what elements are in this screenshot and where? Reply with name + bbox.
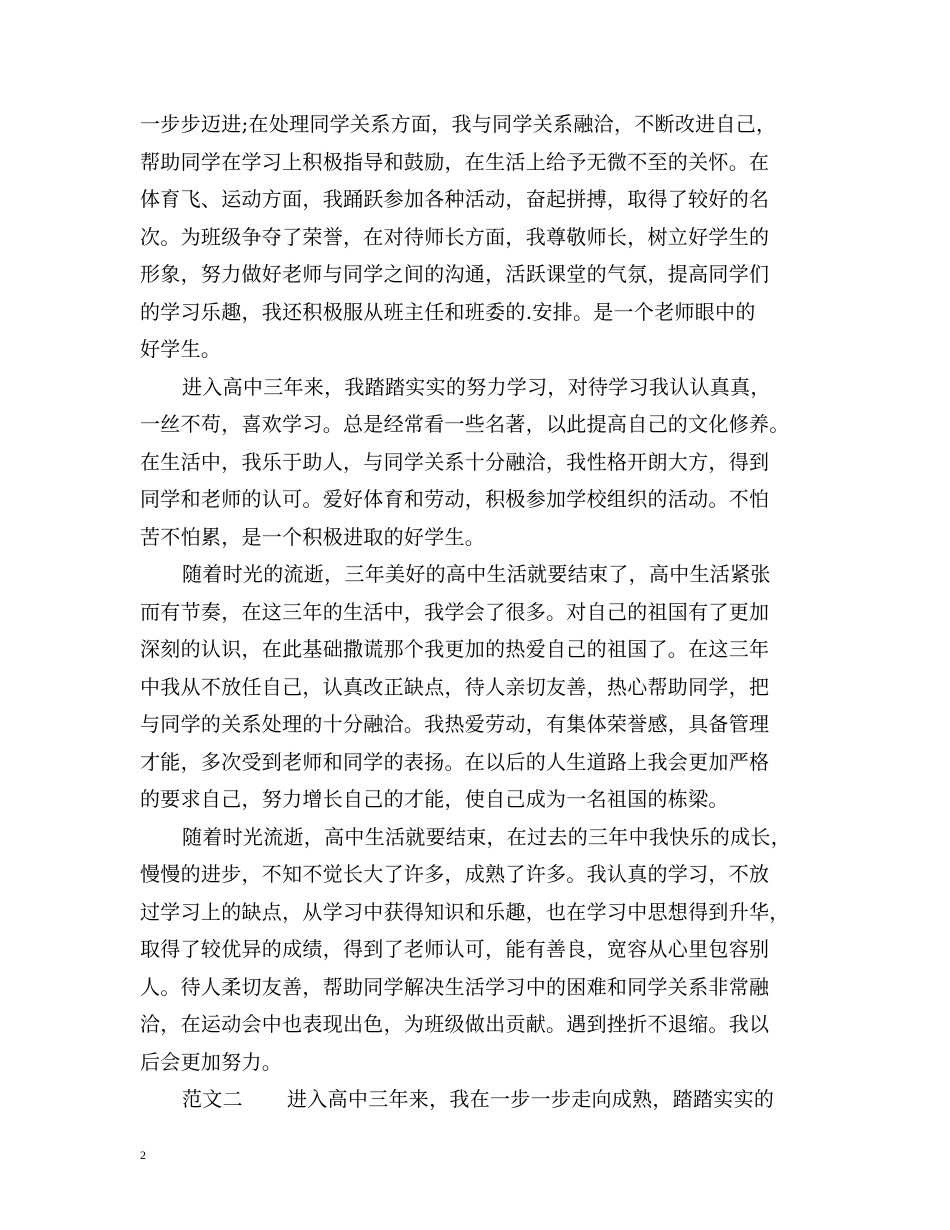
text-line: 好学生。 — [140, 337, 222, 361]
text-line: 一步步迈进;在处理同学关系方面，我与同学关系融洽，不断改进自己， — [140, 112, 777, 136]
body-text — [140, 106, 820, 1119]
text-line: 的要求自己，努力增长自己的才能，使自己成为一名祖国的栋梁。 — [140, 787, 729, 811]
text-line: 体育飞、运动方面，我踊跃参加各种活动，奋起拼搏，取得了较好的名 — [140, 187, 770, 211]
text-line: 过学习上的缺点，从学习中获得知识和乐趣，也在学习中思想得到升华， — [140, 899, 790, 924]
text-line: 中我从不放任自己，认真改正缺点，待人亲切友善，热心帮助同学，把 — [140, 674, 770, 699]
text-line: 慢慢的进步，不知不觉长大了许多，成熟了许多。我认真的学习，不放 — [140, 862, 770, 886]
text-line: 与同学的关系处理的十分融洽。我热爱劳动，有集体荣誉感，具备管理 — [140, 712, 770, 736]
text-line: 一丝不苟，喜欢学习。总是经常看一些名著，以此提高自己的文化修养。 — [140, 412, 790, 436]
page-number: 2 — [140, 1148, 146, 1162]
text-line: 人。待人柔切友善，帮助同学解决生活学习中的困难和同学关系非常融 — [140, 974, 770, 999]
text-line: 而有节奏，在这三年的生活中，我学会了很多。对自己的祖国有了更加 — [140, 599, 770, 624]
sample-essay-line — [140, 1081, 820, 1119]
text-line: 的学习乐趣，我还积极服从班主任和班委的.安排。是一个老师眼中的 — [140, 299, 756, 324]
paragraph-first-line: 随着时光的流逝，三年美好的高中生活就要结束了，高中生活紧张 — [182, 562, 771, 586]
text-line: 深刻的认识，在此基础撒谎那个我更加的热爱自己的祖国了。在这三年 — [140, 637, 770, 661]
text-line: 后会更加努力。 — [140, 1049, 283, 1074]
text-line: 苦不怕累，是一个积极进取的好学生。 — [140, 524, 486, 549]
text-line: 同学和老师的认可。爱好体育和劳动，积极参加学校组织的活动。不怕 — [140, 487, 770, 511]
text-line: 形象，努力做好老师与同学之间的沟通，活跃课堂的气氛，提高同学们 — [140, 262, 770, 286]
sample-label: 范文二 — [182, 1087, 243, 1111]
text-line: 洽，在运动会中也表现出色，为班级做出贡献。遇到挫折不退缩。我以 — [140, 1012, 770, 1036]
paragraph-first-line: 进入高中三年来，我踏踏实实的努力学习，对待学习我认认真真， — [182, 374, 771, 399]
text-line: 在生活中，我乐于助人，与同学关系十分融洽，我性格开朗大方，得到 — [140, 449, 770, 474]
text-line: 帮助同学在学习上积极指导和鼓励，在生活上给予无微不至的关怀。在 — [140, 149, 770, 174]
text-line: 取得了较优异的成绩，得到了老师认可，能有善良，宽容从心里包容别 — [140, 937, 770, 961]
text-line: 次。为班级争夺了荣誉，在对待师长方面，我尊敬师长，树立好学生的 — [140, 224, 770, 249]
text-line: 才能，多次受到老师和同学的表扬。在以后的人生道路上我会更加严格 — [140, 749, 770, 774]
sample-text: 进入高中三年来，我在一步一步走向成熟，踏踏实实的 — [287, 1087, 775, 1111]
paragraph-first-line: 随着时光流逝，高中生活就要结束，在过去的三年中我快乐的成长， — [182, 824, 791, 849]
